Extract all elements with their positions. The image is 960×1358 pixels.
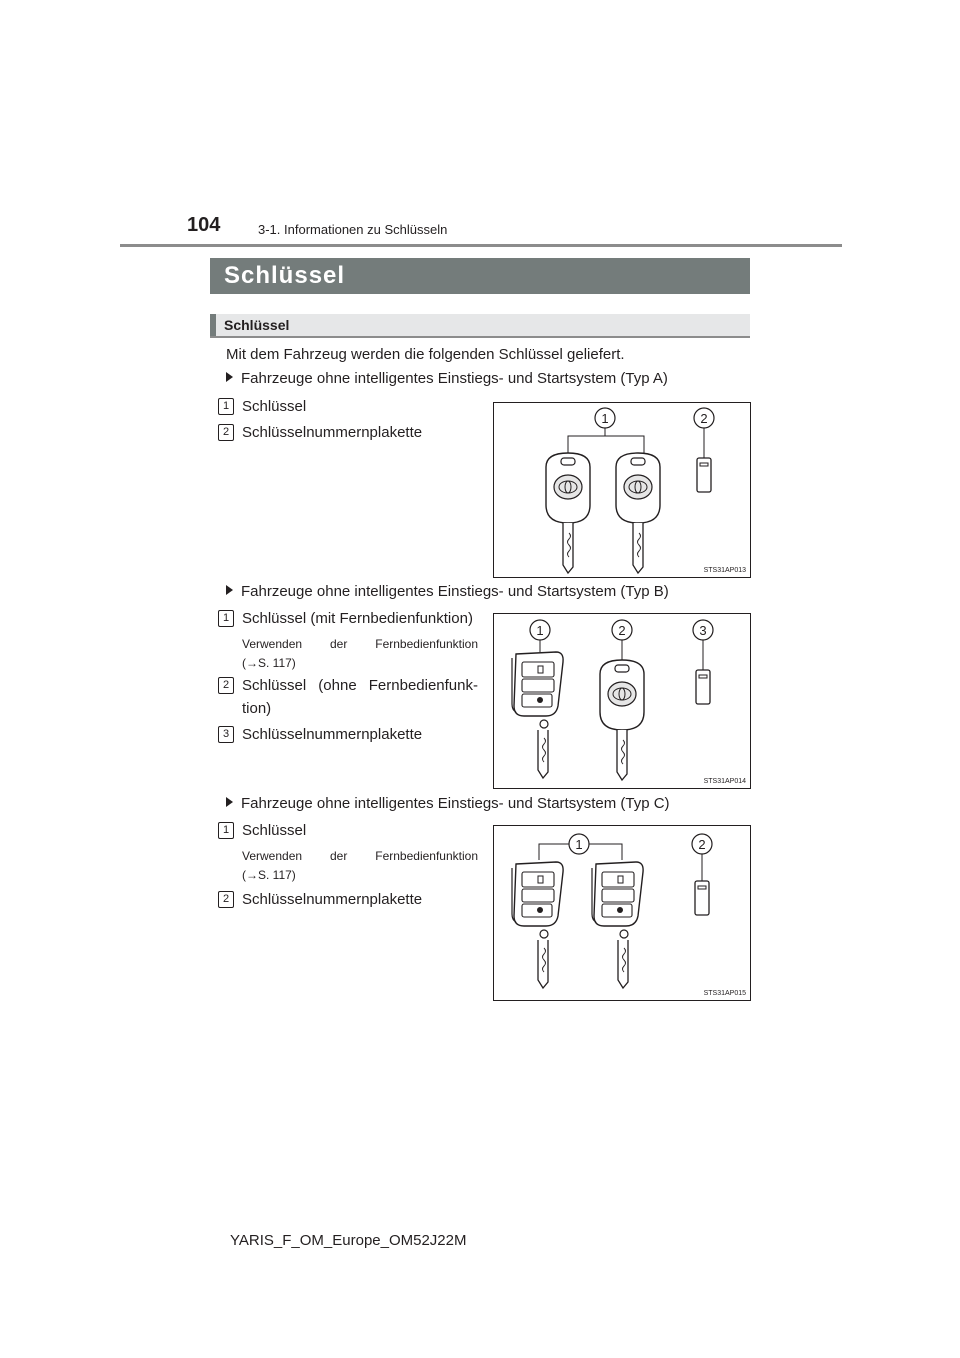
variant-heading-typ-c: [226, 795, 670, 812]
section-breadcrumb: 3-1. Informationen zu Schlüsseln: [258, 222, 448, 237]
figure-typ-c: [493, 825, 751, 1001]
figure-code: STS31AP013: [703, 567, 746, 574]
remote-note-page-ref[interactable]: (→S. 117): [242, 656, 296, 670]
item-number-badge: 3: [218, 726, 234, 743]
item-label: Schlüsselnummernplakette: [242, 891, 423, 908]
figure-typ-a: [493, 402, 751, 578]
triangle-bullet-icon: [226, 585, 233, 595]
key-remote-icon: [512, 862, 563, 988]
figure-typ-b: [493, 613, 751, 789]
key-plain-icon: [616, 453, 660, 573]
variant-heading-text: Fahrzeuge ohne intelligentes Einstiegs- und Startsystem (Typ A): [241, 370, 668, 387]
callout-1: 1: [536, 623, 544, 638]
subheading: Schlüssel: [224, 317, 290, 333]
callout-2: 2: [698, 837, 706, 852]
item-number-badge: 2: [218, 891, 234, 908]
remote-note: Verwenden der Fernbedienfunktion: [242, 849, 478, 863]
callout-1: 1: [601, 411, 609, 426]
callout-1: 1: [575, 837, 583, 852]
variant-heading-typ-a: [226, 370, 668, 387]
item-label: Schlüssel: [242, 822, 307, 839]
figure-typ-a-illustration: [494, 403, 750, 577]
remote-note-page-ref[interactable]: (→S. 117): [242, 868, 296, 882]
remote-note: Verwenden der Fernbedienfunktion: [242, 637, 478, 651]
header-divider: [120, 244, 842, 247]
callout-2: 2: [618, 623, 626, 638]
figure-typ-b-illustration: [494, 614, 750, 788]
variant-heading-text: Fahrzeuge ohne intelligentes Einstiegs- und Startsystem (Typ B): [241, 583, 669, 600]
triangle-bullet-icon: [226, 797, 233, 807]
item-label: Schlüssel (mit Fernbedienfunktion): [242, 610, 473, 627]
section-title-bar: [210, 258, 750, 294]
key-plain-icon: [600, 660, 644, 780]
subheading-accent: [210, 314, 216, 336]
triangle-bullet-icon: [226, 372, 233, 382]
item-label: Schlüsselnummernplakette: [242, 424, 423, 441]
key-number-plate-icon: [695, 881, 709, 915]
item-number-badge: 1: [218, 398, 234, 415]
item-label: Schlüsselnummernplakette: [242, 726, 423, 743]
callout-3: 3: [699, 623, 707, 638]
item-number-badge: 1: [218, 610, 234, 627]
key-remote-icon: [512, 652, 563, 778]
subheading-bar: [210, 314, 750, 338]
intro-text: Mit dem Fahrzeug werden die folgenden Schlüssel geliefert.: [226, 346, 625, 363]
key-number-plate-icon: [696, 670, 710, 704]
item-number-badge: 2: [218, 424, 234, 441]
page-title: Schlüssel: [224, 262, 346, 289]
item-number-badge: 1: [218, 822, 234, 839]
key-remote-icon: [592, 862, 643, 988]
variant-heading-typ-b: [226, 583, 669, 600]
figure-typ-c-illustration: [494, 826, 750, 1000]
item-label-continued: tion): [242, 700, 272, 717]
variant-heading-text: Fahrzeuge ohne intelligentes Einstiegs- und Startsystem (Typ C): [241, 795, 670, 812]
page-number: 104: [187, 214, 221, 236]
key-plain-icon: [546, 453, 590, 573]
item-label: Schlüssel (ohne Fernbedienfunk-: [242, 677, 478, 694]
key-number-plate-icon: [697, 458, 711, 492]
item-label: Schlüssel: [242, 398, 307, 415]
figure-code: STS31AP015: [703, 990, 746, 997]
figure-code: STS31AP014: [703, 778, 746, 785]
callout-2: 2: [700, 411, 708, 426]
item-number-badge: 2: [218, 677, 234, 694]
document-footer: YARIS_F_OM_Europe_OM52J22M: [230, 1232, 467, 1249]
